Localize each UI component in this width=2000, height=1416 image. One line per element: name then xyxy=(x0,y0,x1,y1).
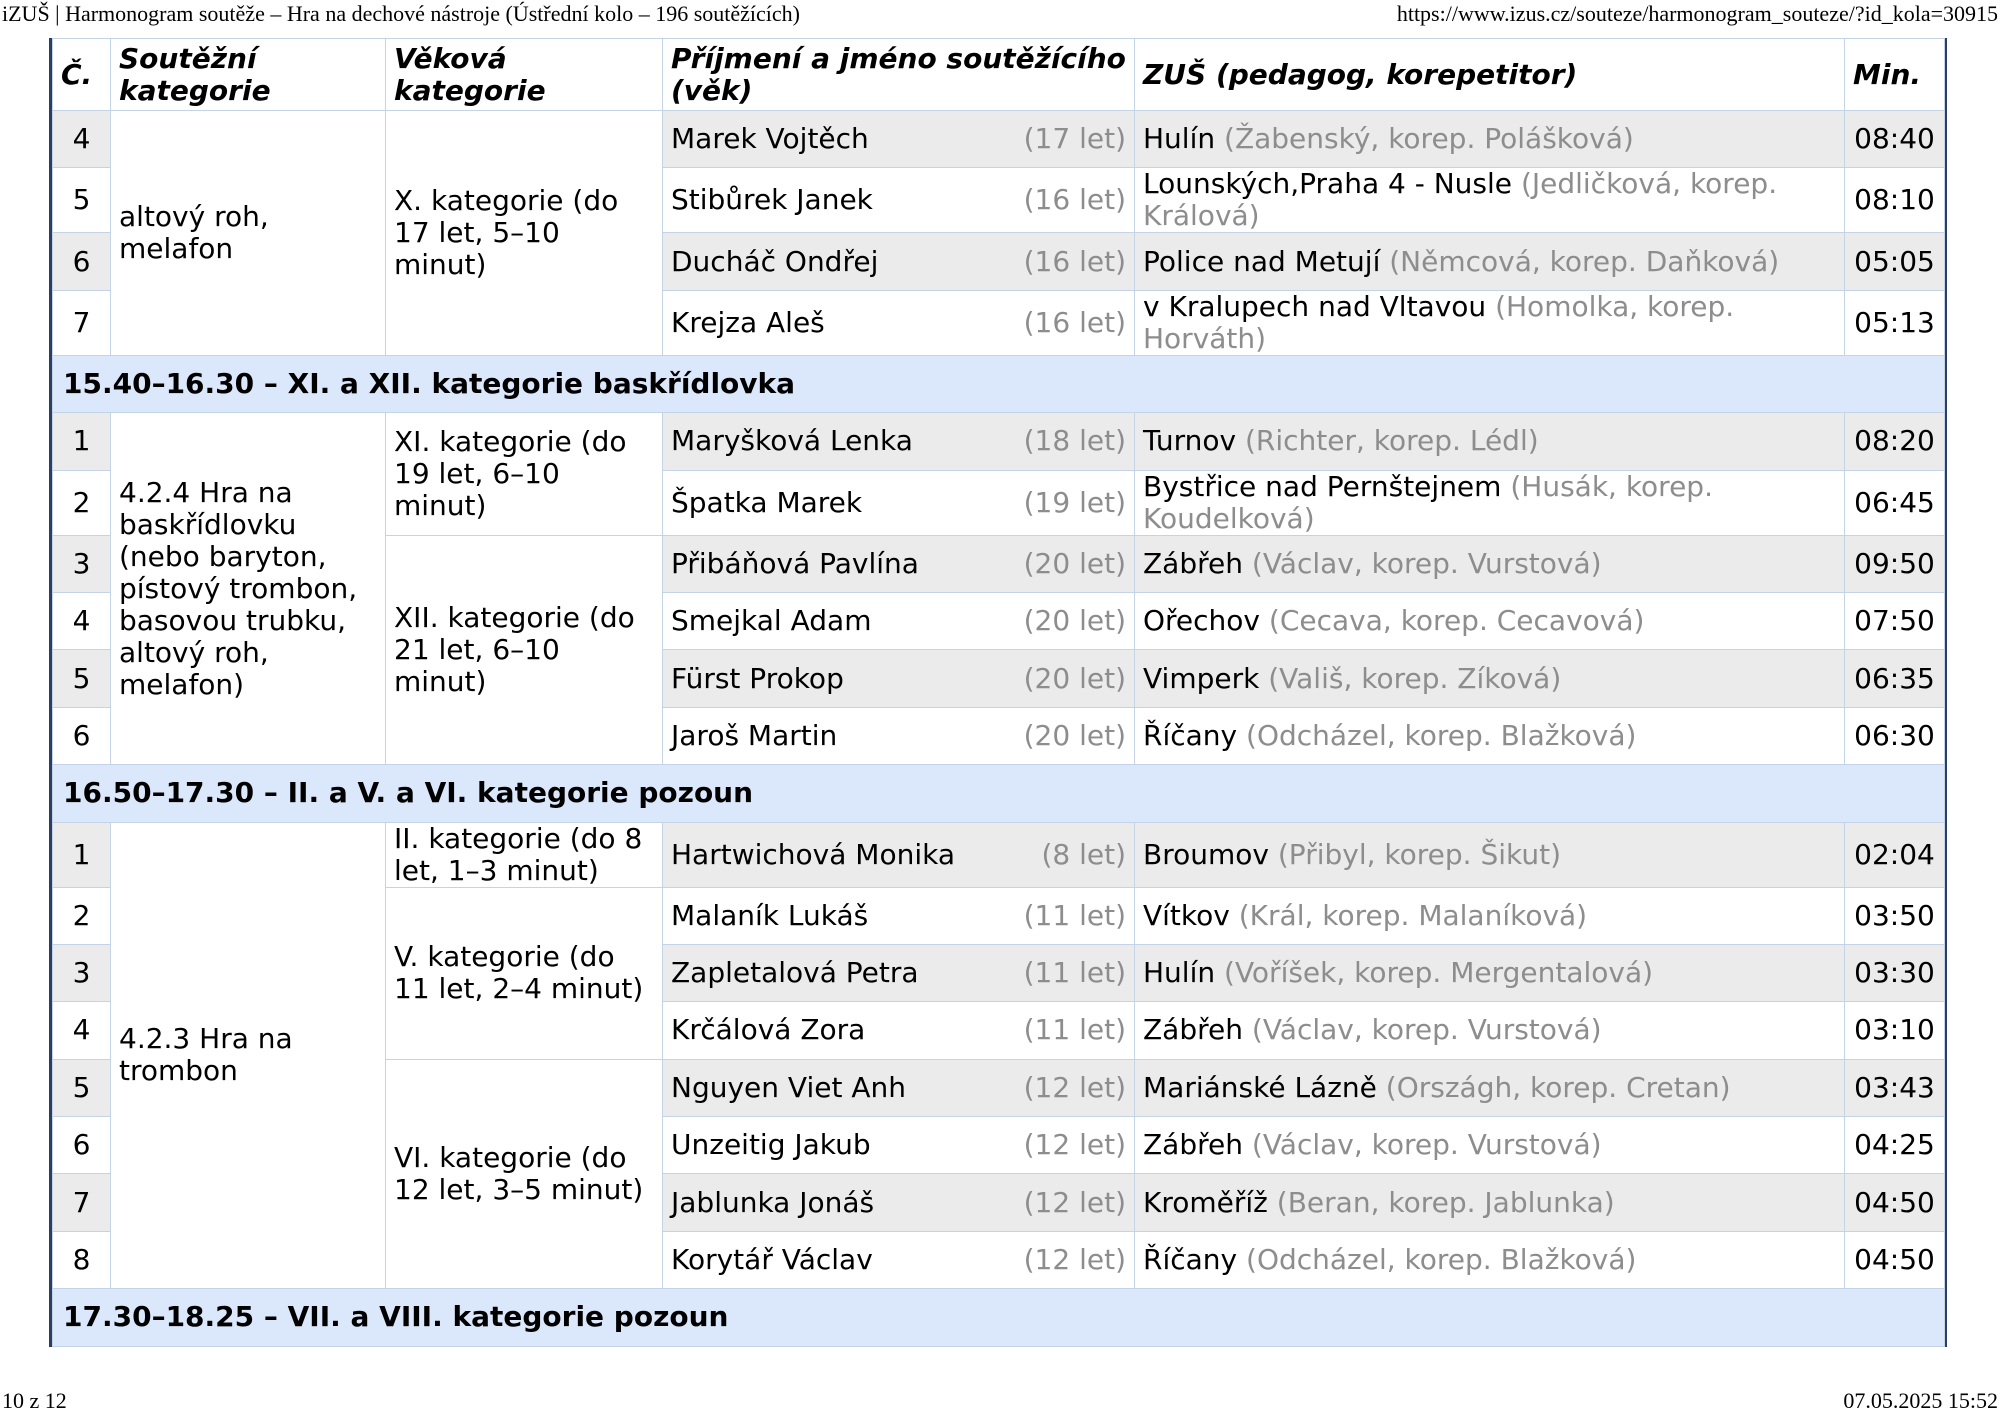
duration-minutes: 06:45 xyxy=(1845,470,1945,535)
school-cell xyxy=(1135,1174,1845,1231)
duration-minutes: 08:20 xyxy=(1845,413,1945,470)
contestant-cell xyxy=(663,592,1135,649)
teachers: (Országh, korep. Cretan) xyxy=(1385,1070,1731,1104)
teachers: (Beran, korep. Jablunka) xyxy=(1276,1185,1615,1219)
print-footer-page: 10 z 12 xyxy=(2,1388,67,1413)
teachers: (Odcházel, korep. Blažková) xyxy=(1246,1243,1637,1277)
section-header: 17.30–18.25 – VII. a VIII. kategorie pozoun xyxy=(53,1289,1945,1346)
contestant-name: Stibůrek Janek xyxy=(671,183,873,217)
duration-minutes: 08:10 xyxy=(1845,168,1945,233)
duration-minutes: 04:25 xyxy=(1845,1117,1945,1174)
contestant-name: Hartwichová Monika xyxy=(671,837,955,871)
duration-minutes: 02:04 xyxy=(1845,822,1945,887)
row-number: 1 xyxy=(53,822,111,887)
contestant-age: (20 let) xyxy=(1023,546,1126,580)
duration-minutes: 08:40 xyxy=(1845,111,1945,168)
teachers: (Václav, korep. Vurstová) xyxy=(1251,1128,1602,1162)
teachers: (Voříšek, korep. Mergentalová) xyxy=(1224,956,1654,990)
contestant-cell xyxy=(663,1059,1135,1116)
duration-minutes: 06:35 xyxy=(1845,650,1945,707)
header-num: Č. xyxy=(53,39,111,111)
teachers: (Král, korep. Malaníková) xyxy=(1238,898,1588,932)
contestant-cell xyxy=(663,413,1135,470)
row-number: 6 xyxy=(53,707,111,764)
contestant-name: Zapletalová Petra xyxy=(671,956,919,990)
school-cell xyxy=(1135,1231,1845,1288)
contestant-age: (12 let) xyxy=(1023,1185,1126,1219)
contestant-cell xyxy=(663,944,1135,1001)
school-cell xyxy=(1135,707,1845,764)
contestant-cell xyxy=(663,1117,1135,1174)
duration-minutes: 03:10 xyxy=(1845,1002,1945,1059)
contestant-name: Přibáňová Pavlína xyxy=(671,546,919,580)
row-number: 4 xyxy=(53,111,111,168)
school-cell xyxy=(1135,887,1845,944)
school-cell xyxy=(1135,1059,1845,1116)
row-number: 4 xyxy=(53,592,111,649)
competition-category: altový roh, melafon xyxy=(111,111,386,356)
row-number: 6 xyxy=(53,233,111,290)
contestant-age: (11 let) xyxy=(1023,956,1126,990)
contestant-age: (20 let) xyxy=(1023,718,1126,752)
school-cell xyxy=(1135,233,1845,290)
row-number: 5 xyxy=(53,1059,111,1116)
contestant-age: (12 let) xyxy=(1023,1243,1126,1277)
school-name: Ořechov xyxy=(1143,604,1261,638)
contestant-cell xyxy=(663,1231,1135,1288)
school-cell xyxy=(1135,470,1845,535)
row-number: 7 xyxy=(53,1174,111,1231)
section-header-row xyxy=(53,1289,1945,1346)
contestant-cell xyxy=(663,650,1135,707)
contestant-name: Maryšková Lenka xyxy=(671,424,913,458)
school-name: Kroměříž xyxy=(1143,1185,1268,1219)
print-header xyxy=(0,1,2000,27)
contestant-name: Špatka Marek xyxy=(671,485,863,519)
contestant-name: Unzeitig Jakub xyxy=(671,1128,871,1162)
contestant-cell xyxy=(663,470,1135,535)
table-body xyxy=(53,111,1945,1347)
school-cell xyxy=(1135,1002,1845,1059)
school-name: Zábřeh xyxy=(1143,1013,1243,1047)
row-number: 2 xyxy=(53,887,111,944)
contestant-age: (18 let) xyxy=(1023,424,1126,458)
contestant-age: (20 let) xyxy=(1023,604,1126,638)
contestant-name: Ducháč Ondřej xyxy=(671,244,879,278)
row-number: 3 xyxy=(53,944,111,1001)
teachers: (Němcová, korep. Daňková) xyxy=(1389,244,1780,278)
contestant-cell xyxy=(663,290,1135,355)
school-cell xyxy=(1135,944,1845,1001)
contestant-age: (16 let) xyxy=(1023,244,1126,278)
print-header-url: https://www.izus.cz/souteze/harmonogram_souteze/?id_kola=30915 xyxy=(1396,1,1998,26)
contestant-name: Krejza Aleš xyxy=(671,305,825,339)
table-row xyxy=(53,111,1945,168)
contestant-name: Smejkal Adam xyxy=(671,604,872,638)
header-name: Příjmení a jméno soutěžícího (věk) xyxy=(663,39,1135,111)
school-name: Mariánské Lázně xyxy=(1143,1070,1377,1104)
contestant-age: (8 let) xyxy=(1041,837,1126,871)
school-name: Říčany xyxy=(1143,1243,1238,1277)
contestant-age: (11 let) xyxy=(1023,1013,1126,1047)
age-category: X. kategorie (do 17 let, 5–10 minut) xyxy=(386,111,663,356)
duration-minutes: 05:05 xyxy=(1845,233,1945,290)
school-name: Hulín xyxy=(1143,956,1216,990)
school-name: Police nad Metují xyxy=(1143,244,1381,278)
school-name: Zábřeh xyxy=(1143,1128,1243,1162)
teachers: (Vališ, korep. Zíková) xyxy=(1268,661,1562,695)
section-header-row xyxy=(53,355,1945,412)
contestant-name: Fürst Prokop xyxy=(671,661,844,695)
school-name: Broumov xyxy=(1143,837,1269,871)
teachers: (Přibyl, korep. Šikut) xyxy=(1277,837,1562,871)
school-cell xyxy=(1135,535,1845,592)
contestant-cell xyxy=(663,887,1135,944)
contestant-name: Malaník Lukáš xyxy=(671,898,869,932)
duration-minutes: 05:13 xyxy=(1845,290,1945,355)
school-cell xyxy=(1135,650,1845,707)
contestant-name: Korytář Václav xyxy=(671,1243,873,1277)
age-category: VI. kategorie (do 12 let, 3–5 minut) xyxy=(386,1059,663,1289)
contestant-cell xyxy=(663,535,1135,592)
duration-minutes: 06:30 xyxy=(1845,707,1945,764)
duration-minutes: 04:50 xyxy=(1845,1231,1945,1288)
contestant-name: Krčálová Zora xyxy=(671,1013,866,1047)
contestant-cell xyxy=(663,707,1135,764)
teachers: (Husák, korep. Koudelková) xyxy=(1143,470,1713,535)
contestant-age: (12 let) xyxy=(1023,1070,1126,1104)
duration-minutes: 04:50 xyxy=(1845,1174,1945,1231)
school-cell xyxy=(1135,168,1845,233)
contestant-cell xyxy=(663,822,1135,887)
teachers: (Richter, korep. Lédl) xyxy=(1244,424,1539,458)
contestant-age: (20 let) xyxy=(1023,661,1126,695)
duration-minutes: 07:50 xyxy=(1845,592,1945,649)
row-number: 5 xyxy=(53,168,111,233)
row-number: 5 xyxy=(53,650,111,707)
contestant-age: (19 let) xyxy=(1023,485,1126,519)
table-header-row xyxy=(53,39,1945,111)
header-age-category: Věková kategorie xyxy=(386,39,663,111)
teachers: (Jedličková, korep. Králová) xyxy=(1143,167,1778,233)
contestant-age: (16 let) xyxy=(1023,183,1126,217)
contestant-name: Marek Vojtěch xyxy=(671,122,869,156)
contestant-age: (17 let) xyxy=(1023,122,1126,156)
competition-category: 4.2.3 Hra na trombon xyxy=(111,822,386,1289)
duration-minutes: 03:50 xyxy=(1845,887,1945,944)
contestant-cell xyxy=(663,233,1135,290)
row-number: 3 xyxy=(53,535,111,592)
print-header-title: iZUŠ | Harmonogram soutěže – Hra na dechové nástroje (Ústřední kolo – 196 soutěžících) xyxy=(2,1,801,26)
row-number: 6 xyxy=(53,1117,111,1174)
section-header-row xyxy=(53,765,1945,822)
row-number: 2 xyxy=(53,470,111,535)
duration-minutes: 03:43 xyxy=(1845,1059,1945,1116)
contestant-cell xyxy=(663,1002,1135,1059)
print-footer xyxy=(0,1388,2000,1414)
age-category: II. kategorie (do 8 let, 1–3 minut) xyxy=(386,822,663,887)
header-min: Min. xyxy=(1845,39,1945,111)
row-number: 1 xyxy=(53,413,111,470)
school-cell xyxy=(1135,592,1845,649)
teachers: (Odcházel, korep. Blažková) xyxy=(1246,718,1637,752)
age-category: XI. kategorie (do 19 let, 6–10 minut) xyxy=(386,413,663,535)
contestant-name: Nguyen Viet Anh xyxy=(671,1070,906,1104)
age-category: XII. kategorie (do 21 let, 6–10 minut) xyxy=(386,535,663,765)
school-name: v Kralupech nad Vltavou xyxy=(1143,290,1487,323)
schedule-table xyxy=(52,38,1945,1347)
teachers: (Žabenský, korep. Polášková) xyxy=(1224,122,1634,156)
header-category: Soutěžní kategorie xyxy=(111,39,386,111)
teachers: (Václav, korep. Vurstová) xyxy=(1251,546,1602,580)
contestant-age: (12 let) xyxy=(1023,1128,1126,1162)
header-school: ZUŠ (pedagog, korepetitor) xyxy=(1135,39,1845,111)
school-name: Hulín xyxy=(1143,122,1216,156)
competition-category: 4.2.4 Hra na baskřídlovku (nebo baryton, pístový trombon, basovou trubku, altový roh, melafon) xyxy=(111,413,386,765)
print-footer-datetime: 07.05.2025 15:52 xyxy=(1843,1388,1998,1413)
school-name: Zábřeh xyxy=(1143,546,1243,580)
duration-minutes: 09:50 xyxy=(1845,535,1945,592)
duration-minutes: 03:30 xyxy=(1845,944,1945,1001)
contestant-cell xyxy=(663,111,1135,168)
contestant-cell xyxy=(663,1174,1135,1231)
school-cell xyxy=(1135,1117,1845,1174)
section-header: 16.50–17.30 – II. a V. a VI. kategorie pozoun xyxy=(53,765,1945,822)
school-name: Turnov xyxy=(1143,424,1237,458)
contestant-name: Jaroš Martin xyxy=(671,718,838,752)
table-row xyxy=(53,822,1945,887)
table-row xyxy=(53,413,1945,470)
row-number: 8 xyxy=(53,1231,111,1288)
contestant-name: Jablunka Jonáš xyxy=(671,1185,875,1219)
school-name: Lounských,Praha 4 - Nusle xyxy=(1143,167,1513,201)
school-name: Vítkov xyxy=(1143,898,1230,932)
age-category: V. kategorie (do 11 let, 2–4 minut) xyxy=(386,887,663,1059)
contestant-age: (16 let) xyxy=(1023,305,1126,339)
school-name: Bystřice nad Pernštejnem xyxy=(1143,470,1502,503)
school-cell xyxy=(1135,413,1845,470)
teachers: (Václav, korep. Vurstová) xyxy=(1251,1013,1602,1047)
school-cell xyxy=(1135,822,1845,887)
row-number: 4 xyxy=(53,1002,111,1059)
row-number: 7 xyxy=(53,290,111,355)
section-header: 15.40–16.30 – XI. a XII. kategorie baskřídlovka xyxy=(53,355,1945,412)
school-cell xyxy=(1135,290,1845,355)
school-name: Vimperk xyxy=(1143,661,1260,695)
schedule-table-wrap xyxy=(49,38,1947,1347)
teachers: (Cecava, korep. Cecavová) xyxy=(1268,604,1645,638)
school-cell xyxy=(1135,111,1845,168)
contestant-age: (11 let) xyxy=(1023,898,1126,932)
contestant-cell xyxy=(663,168,1135,233)
teachers: (Homolka, korep. Horváth) xyxy=(1143,290,1735,355)
school-name: Říčany xyxy=(1143,718,1238,752)
